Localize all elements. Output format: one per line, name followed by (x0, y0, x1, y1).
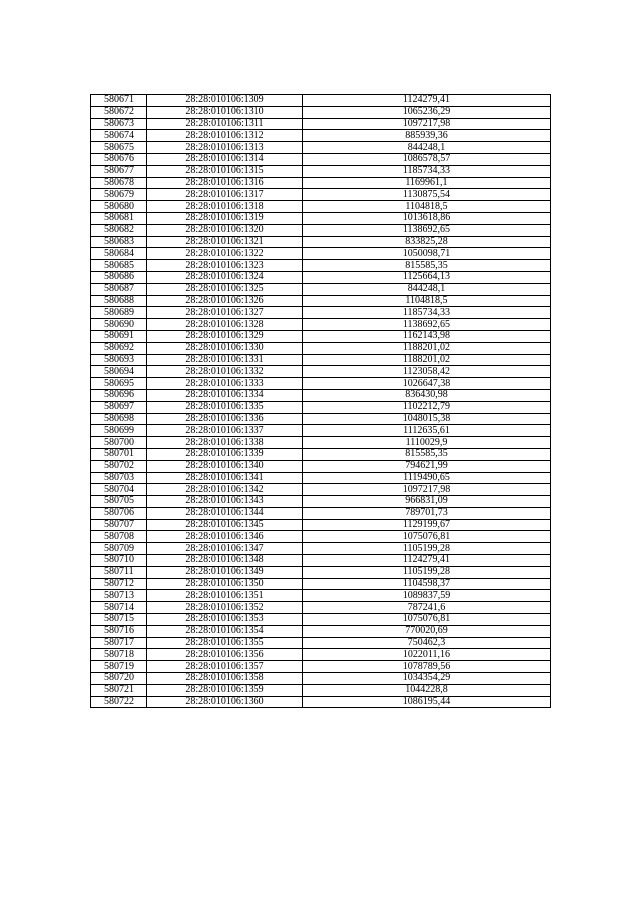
table-row (91, 236, 551, 248)
cadastral-number-cell: 28:28:010106:1334 (147, 389, 303, 401)
value-cell: 1104818,5 (303, 295, 551, 307)
table-row (91, 189, 551, 201)
row-number-cell: 580671 (91, 95, 147, 107)
table-row (91, 673, 551, 685)
cadastral-number-cell: 28:28:010106:1311 (147, 118, 303, 130)
cadastral-number-cell: 28:28:010106:1352 (147, 602, 303, 614)
value-cell: 1169961,1 (303, 177, 551, 189)
row-number-cell: 580690 (91, 319, 147, 331)
row-number-cell: 580720 (91, 673, 147, 685)
row-number-cell: 580678 (91, 177, 147, 189)
table-row (91, 366, 551, 378)
value-cell: 1104818,5 (303, 201, 551, 213)
cadastral-number-cell: 28:28:010106:1338 (147, 437, 303, 449)
cadastral-number-cell: 28:28:010106:1320 (147, 224, 303, 236)
row-number-cell: 580709 (91, 543, 147, 555)
row-number-cell: 580679 (91, 189, 147, 201)
cadastral-number-cell: 28:28:010106:1324 (147, 271, 303, 283)
row-number-cell: 580710 (91, 555, 147, 567)
value-cell: 1034354,29 (303, 673, 551, 685)
row-number-cell: 580675 (91, 142, 147, 154)
value-cell: 787241,6 (303, 602, 551, 614)
cadastral-number-cell: 28:28:010106:1336 (147, 413, 303, 425)
cadastral-number-cell: 28:28:010106:1313 (147, 142, 303, 154)
value-cell: 750462,3 (303, 637, 551, 649)
value-cell: 833825,28 (303, 236, 551, 248)
parcel-value-table (90, 94, 551, 708)
table-row (91, 413, 551, 425)
value-cell: 815585,35 (303, 448, 551, 460)
value-cell: 789701,73 (303, 507, 551, 519)
cadastral-number-cell: 28:28:010106:1330 (147, 342, 303, 354)
cadastral-number-cell: 28:28:010106:1359 (147, 684, 303, 696)
table-row (91, 425, 551, 437)
cadastral-number-cell: 28:28:010106:1350 (147, 578, 303, 590)
value-cell: 1188201,02 (303, 354, 551, 366)
cadastral-number-cell: 28:28:010106:1329 (147, 330, 303, 342)
cadastral-number-cell: 28:28:010106:1348 (147, 555, 303, 567)
value-cell: 1130875,54 (303, 189, 551, 201)
table-row (91, 354, 551, 366)
cadastral-number-cell: 28:28:010106:1347 (147, 543, 303, 555)
table-row (91, 378, 551, 390)
table-row (91, 177, 551, 189)
value-cell: 885939,36 (303, 130, 551, 142)
table-row (91, 602, 551, 614)
value-cell: 815585,35 (303, 260, 551, 272)
row-number-cell: 580687 (91, 283, 147, 295)
row-number-cell: 580681 (91, 212, 147, 224)
cadastral-number-cell: 28:28:010106:1339 (147, 448, 303, 460)
cadastral-number-cell: 28:28:010106:1321 (147, 236, 303, 248)
cadastral-number-cell: 28:28:010106:1342 (147, 484, 303, 496)
cadastral-number-cell: 28:28:010106:1344 (147, 507, 303, 519)
table-row (91, 566, 551, 578)
cadastral-number-cell: 28:28:010106:1319 (147, 212, 303, 224)
row-number-cell: 580693 (91, 354, 147, 366)
table-row (91, 153, 551, 165)
cadastral-number-cell: 28:28:010106:1360 (147, 696, 303, 708)
row-number-cell: 580718 (91, 649, 147, 661)
table-row (91, 401, 551, 413)
row-number-cell: 580717 (91, 637, 147, 649)
table-row (91, 684, 551, 696)
value-cell: 770020,69 (303, 625, 551, 637)
table-row (91, 696, 551, 708)
value-cell: 1089837,59 (303, 590, 551, 602)
table-row (91, 118, 551, 130)
cadastral-number-cell: 28:28:010106:1346 (147, 531, 303, 543)
cadastral-number-cell: 28:28:010106:1341 (147, 472, 303, 484)
cadastral-number-cell: 28:28:010106:1358 (147, 673, 303, 685)
value-cell: 1044228,8 (303, 684, 551, 696)
row-number-cell: 580721 (91, 684, 147, 696)
cadastral-number-cell: 28:28:010106:1340 (147, 460, 303, 472)
table-row (91, 212, 551, 224)
cadastral-number-cell: 28:28:010106:1335 (147, 401, 303, 413)
table-row (91, 460, 551, 472)
value-cell: 1075076,81 (303, 614, 551, 626)
row-number-cell: 580692 (91, 342, 147, 354)
cadastral-number-cell: 28:28:010106:1357 (147, 661, 303, 673)
table-row (91, 614, 551, 626)
cadastral-number-cell: 28:28:010106:1353 (147, 614, 303, 626)
row-number-cell: 580706 (91, 507, 147, 519)
cadastral-number-cell: 28:28:010106:1314 (147, 153, 303, 165)
row-number-cell: 580700 (91, 437, 147, 449)
table-row (91, 484, 551, 496)
table-row (91, 307, 551, 319)
value-cell: 1097217,98 (303, 118, 551, 130)
cadastral-number-cell: 28:28:010106:1309 (147, 95, 303, 107)
row-number-cell: 580688 (91, 295, 147, 307)
value-cell: 1129199,67 (303, 519, 551, 531)
row-number-cell: 580677 (91, 165, 147, 177)
value-cell: 844248,1 (303, 283, 551, 295)
row-number-cell: 580702 (91, 460, 147, 472)
row-number-cell: 580719 (91, 661, 147, 673)
table-body (91, 95, 551, 708)
value-cell: 1125664,13 (303, 271, 551, 283)
value-cell: 1097217,98 (303, 484, 551, 496)
table-row (91, 330, 551, 342)
row-number-cell: 580684 (91, 248, 147, 260)
table-row (91, 555, 551, 567)
table-row (91, 106, 551, 118)
table-row (91, 165, 551, 177)
value-cell: 1112635,61 (303, 425, 551, 437)
row-number-cell: 580697 (91, 401, 147, 413)
row-number-cell: 580673 (91, 118, 147, 130)
value-cell: 1119490,65 (303, 472, 551, 484)
table-row (91, 578, 551, 590)
table-row (91, 283, 551, 295)
table-row (91, 437, 551, 449)
table-row (91, 295, 551, 307)
table-row (91, 507, 551, 519)
value-cell: 1138692,65 (303, 224, 551, 236)
row-number-cell: 580722 (91, 696, 147, 708)
table-row (91, 496, 551, 508)
value-cell: 1078789,56 (303, 661, 551, 673)
row-number-cell: 580682 (91, 224, 147, 236)
row-number-cell: 580714 (91, 602, 147, 614)
table-row (91, 201, 551, 213)
cadastral-number-cell: 28:28:010106:1349 (147, 566, 303, 578)
cadastral-number-cell: 28:28:010106:1327 (147, 307, 303, 319)
cadastral-number-cell: 28:28:010106:1337 (147, 425, 303, 437)
value-cell: 1124279,41 (303, 555, 551, 567)
value-cell: 1104598,37 (303, 578, 551, 590)
cadastral-number-cell: 28:28:010106:1322 (147, 248, 303, 260)
value-cell: 1048015,38 (303, 413, 551, 425)
value-cell: 1022011,16 (303, 649, 551, 661)
cadastral-number-cell: 28:28:010106:1310 (147, 106, 303, 118)
cadastral-number-cell: 28:28:010106:1351 (147, 590, 303, 602)
row-number-cell: 580707 (91, 519, 147, 531)
row-number-cell: 580683 (91, 236, 147, 248)
table-row (91, 637, 551, 649)
row-number-cell: 580691 (91, 330, 147, 342)
table-row (91, 271, 551, 283)
row-number-cell: 580712 (91, 578, 147, 590)
value-cell: 1065236,29 (303, 106, 551, 118)
value-cell: 1110029,9 (303, 437, 551, 449)
row-number-cell: 580701 (91, 448, 147, 460)
value-cell: 1138692,65 (303, 319, 551, 331)
row-number-cell: 580716 (91, 625, 147, 637)
row-number-cell: 580694 (91, 366, 147, 378)
cadastral-number-cell: 28:28:010106:1354 (147, 625, 303, 637)
row-number-cell: 580705 (91, 496, 147, 508)
value-cell: 836430,98 (303, 389, 551, 401)
value-cell: 1123058,42 (303, 366, 551, 378)
cadastral-number-cell: 28:28:010106:1355 (147, 637, 303, 649)
row-number-cell: 580711 (91, 566, 147, 578)
row-number-cell: 580689 (91, 307, 147, 319)
table-row (91, 260, 551, 272)
table-row (91, 142, 551, 154)
table-row (91, 248, 551, 260)
value-cell: 1105199,28 (303, 543, 551, 555)
table-row (91, 95, 551, 107)
value-cell: 1188201,02 (303, 342, 551, 354)
table-row (91, 649, 551, 661)
table-row (91, 519, 551, 531)
value-cell: 1162143,98 (303, 330, 551, 342)
value-cell: 794621,99 (303, 460, 551, 472)
value-cell: 1185734,33 (303, 307, 551, 319)
row-number-cell: 580672 (91, 106, 147, 118)
row-number-cell: 580703 (91, 472, 147, 484)
value-cell: 1102212,79 (303, 401, 551, 413)
cadastral-number-cell: 28:28:010106:1317 (147, 189, 303, 201)
row-number-cell: 580674 (91, 130, 147, 142)
cadastral-number-cell: 28:28:010106:1333 (147, 378, 303, 390)
value-cell: 1185734,33 (303, 165, 551, 177)
table-row (91, 661, 551, 673)
cadastral-number-cell: 28:28:010106:1325 (147, 283, 303, 295)
cadastral-number-cell: 28:28:010106:1328 (147, 319, 303, 331)
table-row (91, 625, 551, 637)
value-cell: 1026647,38 (303, 378, 551, 390)
cadastral-number-cell: 28:28:010106:1356 (147, 649, 303, 661)
row-number-cell: 580699 (91, 425, 147, 437)
cadastral-number-cell: 28:28:010106:1316 (147, 177, 303, 189)
table-row (91, 319, 551, 331)
value-cell: 1050098,71 (303, 248, 551, 260)
row-number-cell: 580715 (91, 614, 147, 626)
row-number-cell: 580696 (91, 389, 147, 401)
value-cell: 1105199,28 (303, 566, 551, 578)
cadastral-number-cell: 28:28:010106:1332 (147, 366, 303, 378)
table-row (91, 543, 551, 555)
row-number-cell: 580698 (91, 413, 147, 425)
table-row (91, 531, 551, 543)
cadastral-number-cell: 28:28:010106:1315 (147, 165, 303, 177)
row-number-cell: 580704 (91, 484, 147, 496)
cadastral-number-cell: 28:28:010106:1323 (147, 260, 303, 272)
cadastral-number-cell: 28:28:010106:1331 (147, 354, 303, 366)
cadastral-number-cell: 28:28:010106:1345 (147, 519, 303, 531)
table-row (91, 389, 551, 401)
row-number-cell: 580685 (91, 260, 147, 272)
cadastral-number-cell: 28:28:010106:1326 (147, 295, 303, 307)
row-number-cell: 580713 (91, 590, 147, 602)
table-row (91, 448, 551, 460)
cadastral-number-cell: 28:28:010106:1318 (147, 201, 303, 213)
cadastral-number-cell: 28:28:010106:1343 (147, 496, 303, 508)
cadastral-number-cell: 28:28:010106:1312 (147, 130, 303, 142)
value-cell: 1086578,57 (303, 153, 551, 165)
value-cell: 966831,09 (303, 496, 551, 508)
table-row (91, 224, 551, 236)
row-number-cell: 580708 (91, 531, 147, 543)
value-cell: 1086195,44 (303, 696, 551, 708)
row-number-cell: 580686 (91, 271, 147, 283)
value-cell: 844248,1 (303, 142, 551, 154)
value-cell: 1013618,86 (303, 212, 551, 224)
row-number-cell: 580676 (91, 153, 147, 165)
row-number-cell: 580695 (91, 378, 147, 390)
table-row (91, 590, 551, 602)
table-row (91, 342, 551, 354)
table-row (91, 130, 551, 142)
value-cell: 1124279,41 (303, 95, 551, 107)
row-number-cell: 580680 (91, 201, 147, 213)
value-cell: 1075076,81 (303, 531, 551, 543)
table-row (91, 472, 551, 484)
